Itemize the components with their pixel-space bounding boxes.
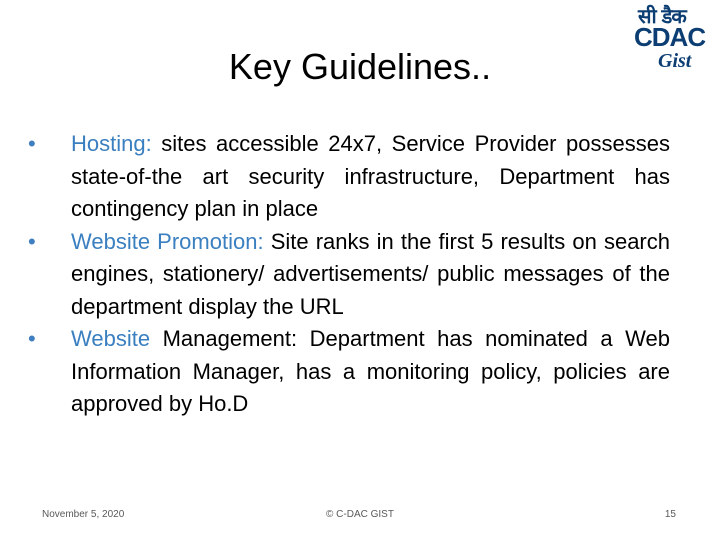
- bullet-text: Management: Department has nominated a Web Information Manager, has a monitoring policy, policies are approved by Ho.D: [71, 326, 670, 416]
- bullet-item-promotion: [28, 226, 670, 324]
- logo-sub-text: Gist: [658, 50, 692, 72]
- logo-hindi-text: सी डैक: [638, 4, 686, 28]
- bullet-item-management: [28, 323, 670, 421]
- logo-brand-text: CDAC: [634, 22, 706, 52]
- bullet-keyword: Website Promotion:: [71, 228, 264, 254]
- slide-title: Key Guidelines..: [228, 46, 492, 87]
- bullet-text: sites accessible 24x7, Service Provider possesses state-of-the art security infrastructure, Department has contingency plan in place: [71, 131, 670, 221]
- bullet-keyword: Hosting:: [71, 131, 152, 156]
- bullet-list: [28, 128, 670, 421]
- bullet-dot-icon: •: [28, 228, 36, 254]
- footer-copyright: © C-DAC GIST: [326, 509, 394, 520]
- bullet-item-hosting: [28, 128, 670, 226]
- page-number: 15: [664, 509, 676, 520]
- bullet-text: Site ranks in the first 5 results on search engines, stationery/ advertisements/ public messages of the department display the URL: [71, 228, 670, 319]
- cdac-gist-logo: [628, 2, 718, 82]
- bullet-dot-icon: •: [28, 326, 36, 351]
- footer-date: November 5, 2020: [42, 509, 125, 520]
- bullet-dot-icon: •: [28, 131, 36, 156]
- bullet-keyword: Website: [71, 326, 151, 351]
